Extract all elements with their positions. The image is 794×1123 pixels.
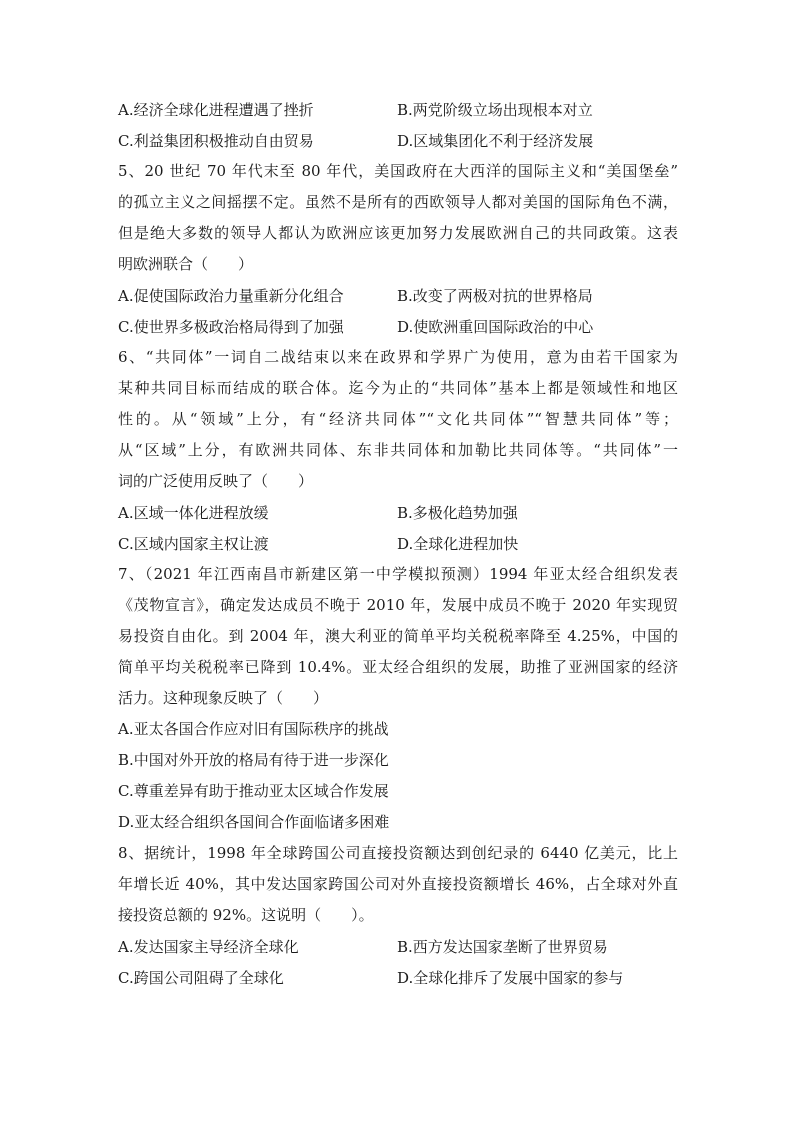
q6-line: 某种共同目标而结成的联合体。迄今为止的“共同体”基本上都是领域性和地区 bbox=[118, 379, 678, 397]
q5-line: 但是绝大多数的领导人都认为欧洲应该更加努力发展欧洲自己的共同政策。这表 bbox=[118, 224, 678, 242]
question-6-stem bbox=[118, 342, 678, 497]
q8-line: 年增长近 40%，其中发达国家跨国公司对外直接投资额增长 46%，占全球对外直 bbox=[118, 875, 678, 893]
q8-options-row-1 bbox=[118, 931, 678, 962]
question-8-stem bbox=[118, 838, 678, 931]
q5-option-a[interactable]: A.促使国际政治力量重新分化组合 bbox=[118, 287, 344, 305]
q4-option-c[interactable]: C.利益集团积极推动自由贸易 bbox=[118, 132, 314, 150]
q5-options-row-1 bbox=[118, 280, 678, 311]
q4-options-row-2 bbox=[118, 125, 678, 156]
q8-option-a[interactable]: A.发达国家主导经济全球化 bbox=[118, 938, 299, 956]
q6-line: 性的。从“领域”上分，有“经济共同体”“文化共同体”“智慧共同体”等； bbox=[118, 410, 678, 428]
q5-option-d[interactable]: D.使欧洲重回国际政治的中心 bbox=[397, 318, 594, 336]
q6-line: 词的广泛使用反映了（ ） bbox=[118, 472, 314, 490]
q6-options-row-1 bbox=[118, 497, 678, 528]
q4-option-b[interactable]: B.两党阶级立场出现根本对立 bbox=[397, 101, 593, 119]
q6-option-b[interactable]: B.多极化趋势加强 bbox=[397, 504, 518, 522]
q7-line: 活力。这种现象反映了（ ） bbox=[118, 689, 329, 707]
q6-option-c[interactable]: C.区域内国家主权让渡 bbox=[118, 535, 269, 553]
q7-line: 简单平均关税税率已降到 10.4%。亚太经合组织的发展，助推了亚洲国家的经济 bbox=[118, 658, 678, 676]
q8-line: 接投资总额的 92%。这说明（ ）。 bbox=[118, 906, 374, 924]
q6-option-d[interactable]: D.全球化进程加快 bbox=[397, 535, 519, 553]
q7-line: 7、（2021 年江西南昌市新建区第一中学模拟预测）1994 年亚太经合组织发表 bbox=[118, 565, 678, 583]
q5-option-c[interactable]: C.使世界多极政治格局得到了加强 bbox=[118, 318, 344, 336]
q7-option-b[interactable]: B.中国对外开放的格局有待于进一步深化 bbox=[118, 751, 389, 769]
q8-option-d[interactable]: D.全球化排斥了发展中国家的参与 bbox=[397, 969, 624, 987]
q5-line: 明欧洲联合（ ） bbox=[118, 255, 254, 273]
question-5-stem bbox=[118, 156, 678, 280]
q6-option-a[interactable]: A.区域一体化进程放缓 bbox=[118, 504, 269, 522]
q5-option-b[interactable]: B.改变了两极对抗的世界格局 bbox=[397, 287, 593, 305]
q8-line: 8、据统计，1998 年全球跨国公司直接投资额达到创纪录的 6440 亿美元，比上 bbox=[118, 844, 678, 862]
q8-option-c[interactable]: C.跨国公司阻碍了全球化 bbox=[118, 969, 284, 987]
document-page bbox=[118, 94, 678, 993]
q6-line: 6、“共同体”一词自二战结束以来在政界和学界广为使用，意为由若干国家为 bbox=[118, 348, 678, 366]
q7-option-d[interactable]: D.亚太经合组织各国间合作面临诸多困难 bbox=[118, 813, 390, 831]
q4-option-a[interactable]: A.经济全球化进程遭遇了挫折 bbox=[118, 101, 314, 119]
q7-line: 《茂物宣言》，确定发达成员不晚于 2010 年，发展中成员不晚于 2020 年实现贸 bbox=[118, 596, 678, 614]
q5-options-row-2 bbox=[118, 311, 678, 342]
q5-line: 5、20 世纪 70 年代末至 80 年代，美国政府在大西洋的国际主义和“美国堡垒” bbox=[118, 162, 678, 180]
q5-line: 的孤立主义之间摇摆不定。虽然不是所有的西欧领导人都对美国的国际角色不满， bbox=[118, 193, 678, 211]
q7-option-a[interactable]: A.亚太各国合作应对旧有国际秩序的挑战 bbox=[118, 720, 389, 738]
question-7-stem bbox=[118, 559, 678, 714]
q6-options-row-2 bbox=[118, 528, 678, 559]
q4-options-row-1 bbox=[118, 94, 678, 125]
q6-line: 从“区域”上分，有欧洲共同体、东非共同体和加勒比共同体等。“共同体”一 bbox=[118, 441, 678, 459]
q7-option-c[interactable]: C.尊重差异有助于推动亚太区域合作发展 bbox=[118, 782, 389, 800]
q7-line: 易投资自由化。到 2004 年，澳大利亚的简单平均关税税率降至 4.25%，中国的 bbox=[118, 627, 678, 645]
q8-option-b[interactable]: B.西方发达国家垄断了世界贸易 bbox=[397, 938, 608, 956]
q4-option-d[interactable]: D.区域集团化不利于经济发展 bbox=[397, 132, 594, 150]
q8-options-row-2 bbox=[118, 962, 678, 993]
